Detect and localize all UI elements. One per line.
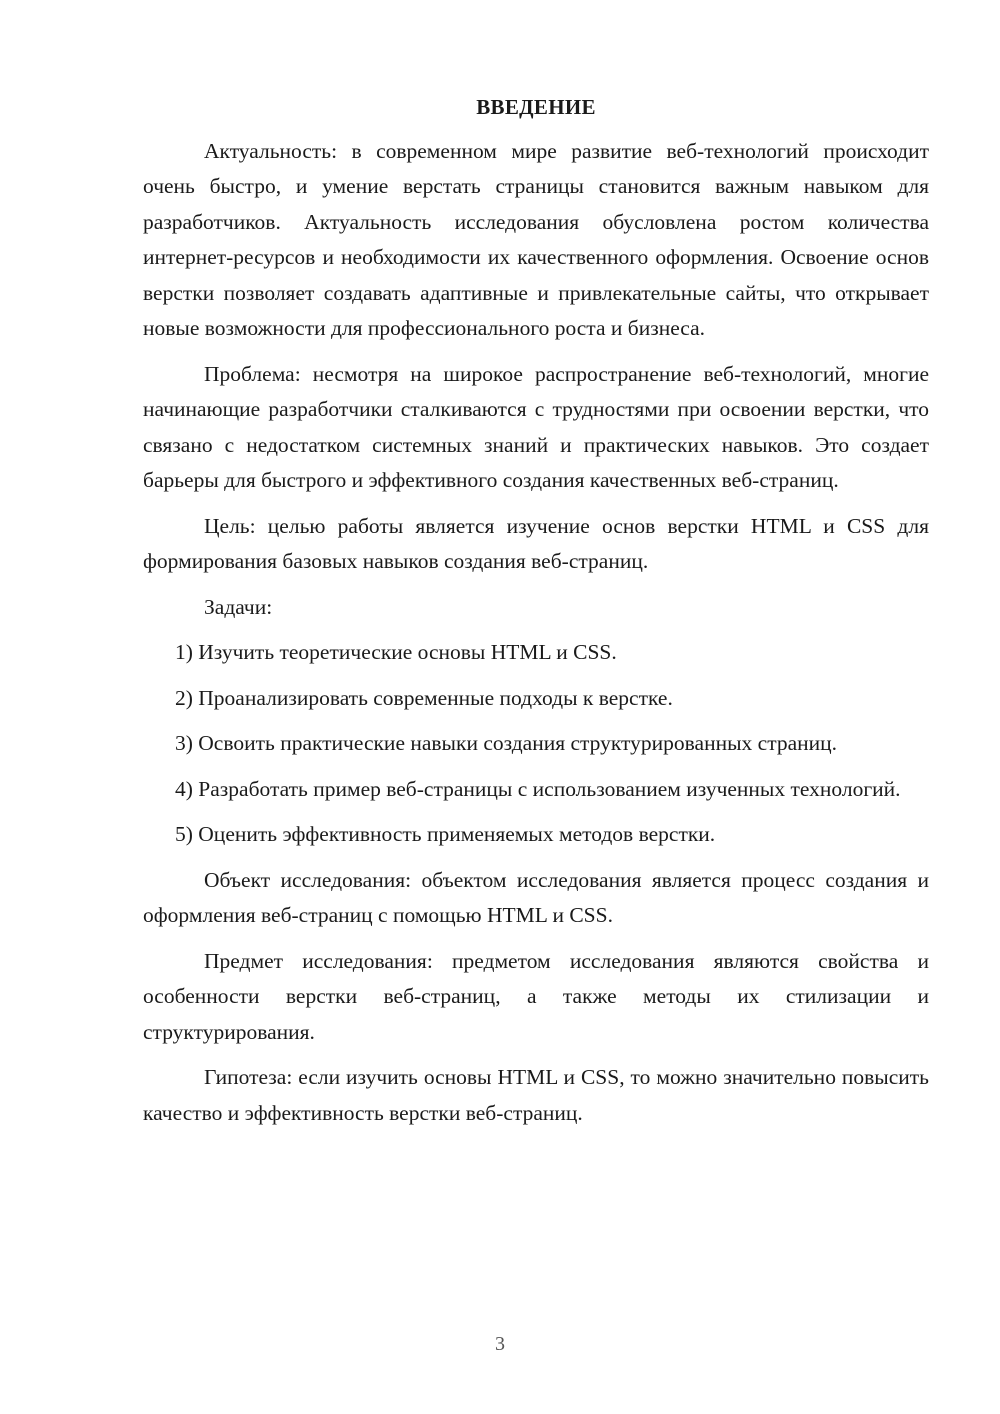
- page-number: 3: [495, 1333, 505, 1355]
- task-item: 5) Оценить эффективность применяемых методов верстки.: [175, 822, 716, 846]
- task-item: 4) Разработать пример веб-страницы с использованием изученных технологий.: [175, 776, 901, 801]
- section-title: ВВЕДЕНИЕ: [476, 95, 596, 119]
- task-item: 3) Освоить практические навыки создания структурированных страниц.: [175, 731, 838, 755]
- task-item: 2) Проанализировать современные подходы к верстке.: [175, 685, 673, 710]
- task-item: 1) Изучить теоретические основы HTML и CSS.: [175, 640, 617, 664]
- paragraph-subject: Предмет исследования: предметом исследования являются свойства и особенности верстки веб-страниц, а также методы их стилизации и структурирования.: [143, 948, 929, 1044]
- tasks-heading: Задачи:: [204, 594, 273, 619]
- paragraph-problem: Проблема: несмотря на широкое распространение веб-технологий, многие начинающие разработчики сталкиваются с трудностями при освоении верстки, что связано с недостатком системных знаний и практических навыков. Это создает барьеры для быстрого и эффективного создания качественных веб-страниц.: [143, 361, 929, 492]
- document-page: [143, 90, 929, 1141]
- paragraph-relevance: Актуальность: в современном мире развитие веб-технологий происходит очень быстро, и умение верстать страницы становится важным навыком для разработчиков. Актуальность исследования обусловлена ростом количества интернет-ресурсов и необходимости их качественного оформления. Освоение основ верстки позволяет создавать адаптивные и привлекательные сайты, что открывает новые возможности для профессионального роста и бизнеса.: [143, 138, 929, 340]
- paragraph-object: Объект исследования: объектом исследования является процесс создания и оформления веб-страниц с помощью HTML и CSS.: [143, 867, 929, 927]
- paragraph-hypothesis: Гипотеза: если изучить основы HTML и CSS, то можно значительно повысить качество и эффективность верстки веб-страниц.: [143, 1065, 929, 1125]
- paragraph-goal: Цель: целью работы является изучение основ верстки HTML и CSS для формирования базовых навыков создания веб-страниц.: [143, 513, 929, 573]
